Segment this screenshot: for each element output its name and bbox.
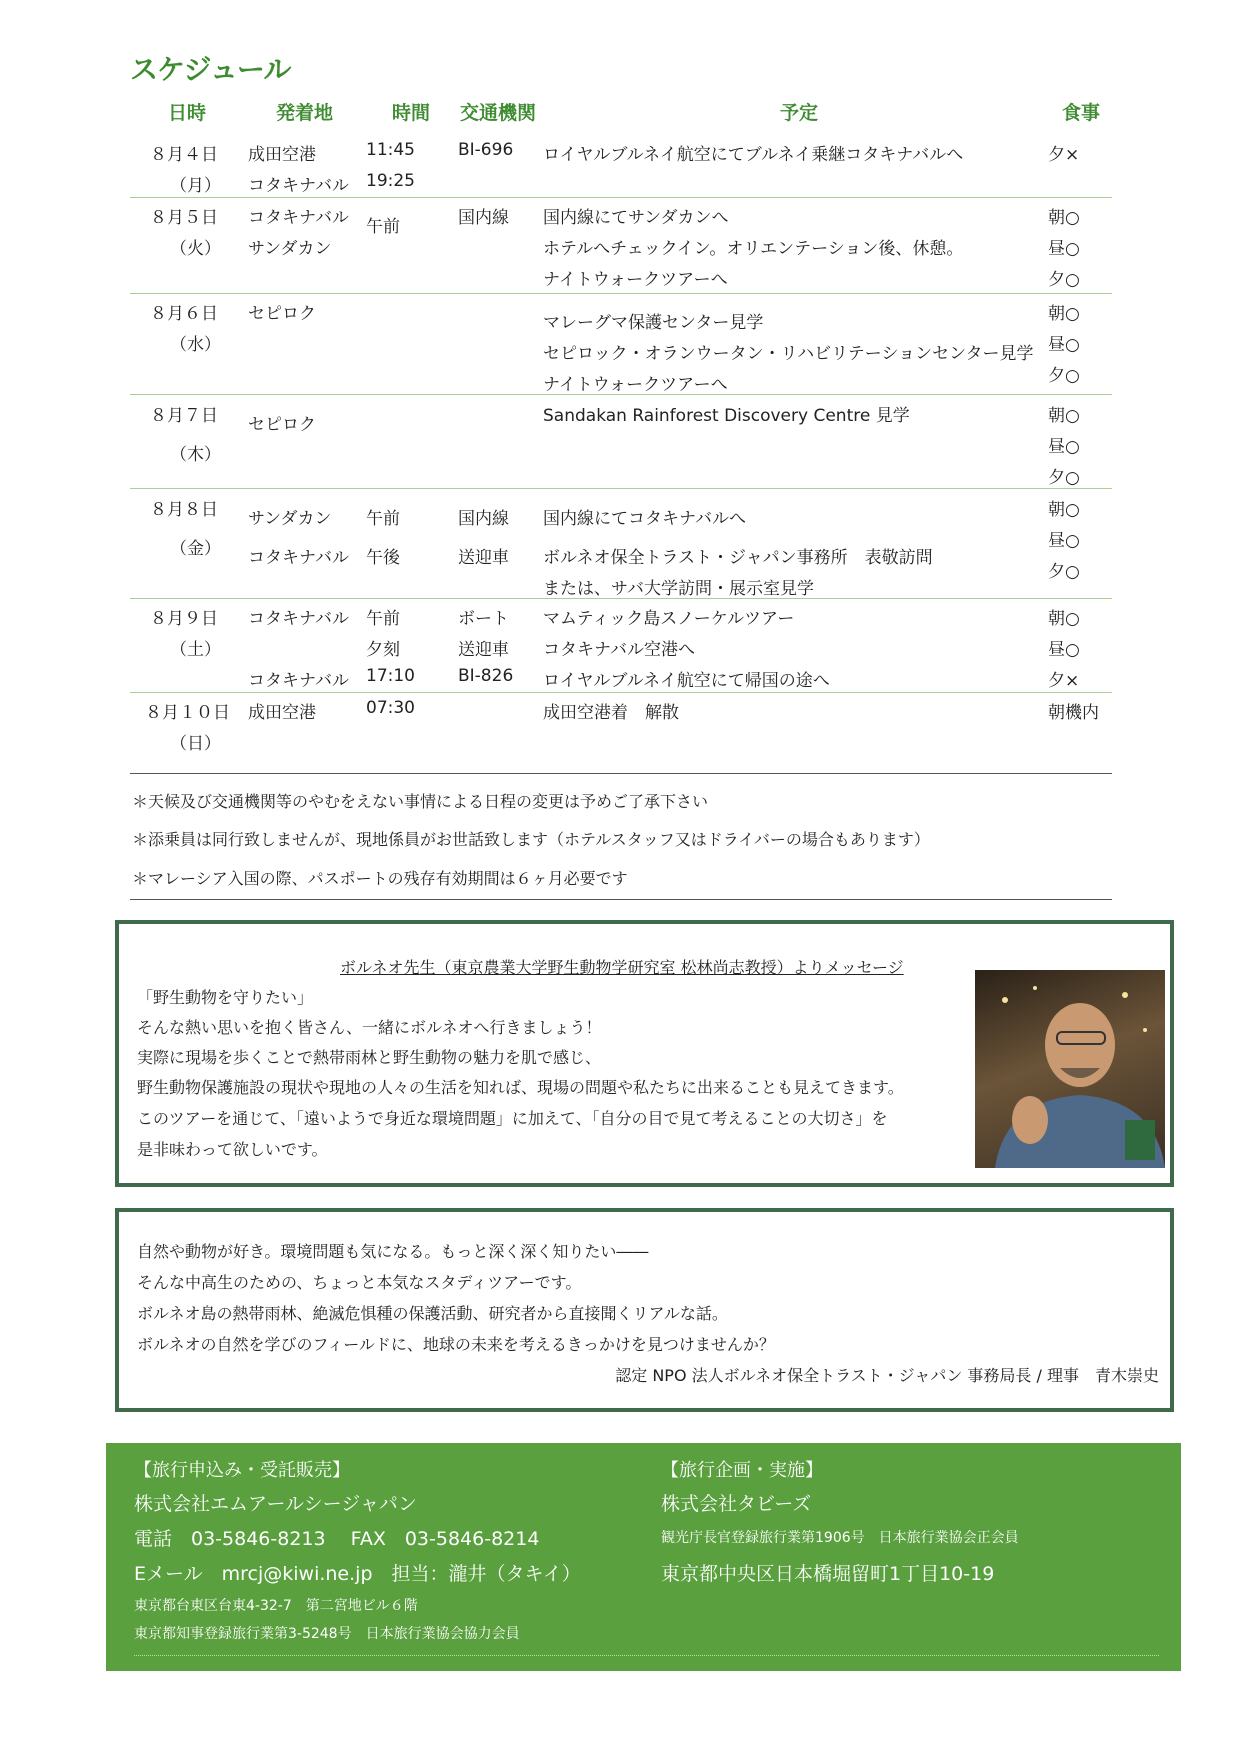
row-plan: ボルネオ保全トラスト・ジャパン事務所 表敬訪問 [543,548,933,568]
row-plan: ナイトウォークツアーへ [543,270,728,290]
footer-left-address: 東京都台東区台東4-32-7 第二宮地ビル６階 [134,1598,418,1614]
row-divider [130,394,1112,395]
header-meal: 食事 [1062,102,1101,124]
footer-left-heading: 【旅行申込み・受託販売】 [134,1460,350,1481]
intro-signature: 認定 NPO 法人ボルネオ保全トラスト・ジャパン 事務局長 / 理事 青木崇史 [615,1366,1159,1385]
footer-left-email: Eメール mrcj@kiwi.ne.jp 担当：瀧井（タキイ） [134,1563,581,1585]
message-line: 是非味わって欲しいです。 [137,1140,328,1159]
row-divider [130,488,1112,489]
row-transport: 国内線 [458,208,509,228]
row-date: ８月７日 [150,406,218,426]
intro-line: 自然や動物が好き。環境問題も気になる。もっと深く深く知りたい―― [137,1242,649,1261]
row-plan: ロイヤルブルネイ航空にてブルネイ乗継コタキナバルへ [543,145,964,165]
professor-photo [975,970,1165,1168]
row-meal: 朝○ [1048,208,1080,228]
row-meal: 朝機内 [1048,703,1099,723]
schedule-title: スケジュール [130,53,291,86]
row-dow: （金） [170,539,221,559]
row-plan: ホテルへチェックイン。オリエンテーション後、休憩。 [543,239,964,259]
portrait-illustration [975,970,1165,1168]
row-transport: BI-696 [458,140,514,160]
row-place: サンダカン [248,239,332,259]
row-plan: コタキナバル空港へ [543,640,695,660]
row-place: 成田空港 [248,145,316,165]
row-plan: 成田空港着 解散 [543,703,679,723]
row-dow: （月） [170,176,221,196]
message-title: ボルネオ先生（東京農業大学野生動物学研究室 松林尚志教授）よりメッセージ [340,958,904,977]
footer-right-heading: 【旅行企画・実施】 [661,1460,823,1481]
row-date: ８月８日 [150,500,218,520]
row-date: ８月１０日 [145,703,230,723]
note-item: ＊マレーシア入国の際、パスポートの残存有効期間は６ヶ月必要です [132,869,628,888]
row-meal: 夕○ [1048,468,1080,488]
row-divider [130,598,1112,599]
row-dow: （水） [170,335,221,355]
row-transport: BI-826 [458,666,514,686]
row-meal: 夕× [1048,671,1080,691]
row-date: ８月９日 [150,609,218,629]
row-meal: 夕○ [1048,270,1080,290]
header-time: 時間 [392,102,431,124]
row-place: コタキナバル [248,548,349,568]
header-plan: 予定 [780,102,819,124]
row-plan: マレーグマ保護センター見学 [543,313,764,333]
message-line: このツアーを通じて、「遠いようで身近な環境問題」に加えて、「自分の目で見て考えることの大切さ」を [137,1109,888,1128]
row-divider [130,293,1112,294]
footer-left-license: 東京都知事登録旅行業第3-5248号 日本旅行業協会協力会員 [134,1626,520,1642]
row-time: 午後 [366,548,400,568]
row-divider [130,692,1112,693]
row-meal: 朝○ [1048,609,1080,629]
footer-left-phone: 電話 03-5846-8213 FAX 03-5846-8214 [134,1528,540,1550]
intro-line: ボルネオ島の熱帯雨林、絶滅危惧種の保護活動、研究者から直接聞くリアルな話。 [137,1304,728,1323]
row-meal: 夕○ [1048,366,1080,386]
row-place: セピロク [248,304,316,324]
row-plan: マムティック島スノーケルツアー [543,609,795,629]
row-plan: ナイトウォークツアーへ [543,375,728,395]
row-time: 午前 [366,509,400,529]
row-dow: （火） [170,239,221,259]
footer [106,1443,1181,1671]
header-place: 発着地 [276,102,334,124]
row-date: ８月４日 [150,145,218,165]
footer-right-license: 観光庁長官登録旅行業第1906号 日本旅行業協会正会員 [661,1530,1019,1546]
row-meal: 昼○ [1048,437,1080,457]
row-place: コタキナバル [248,176,349,196]
row-time: 午前 [366,609,400,629]
row-dow: （日） [170,734,221,754]
row-date: ８月６日 [150,304,218,324]
row-place: セピロク [248,415,316,435]
row-place: コタキナバル [248,671,349,691]
row-time: 17:10 [366,666,415,686]
row-divider [130,197,1112,198]
row-transport: 国内線 [458,509,509,529]
message-line: 野生動物保護施設の現状や現地の人々の生活を知れば、現場の問題や私たちに出来ることも見えてきます。 [137,1078,904,1097]
row-meal: 朝○ [1048,304,1080,324]
row-place: サンダカン [248,509,332,529]
row-date: ８月５日 [150,208,218,228]
row-time: 19:25 [366,171,415,191]
footer-divider [134,1655,1159,1656]
row-meal: 朝○ [1048,500,1080,520]
row-meal: 夕× [1048,145,1080,165]
footer-right-address: 東京都中央区日本橋堀留町1丁目10-19 [661,1563,995,1585]
footer-right-company: 株式会社タビーズ [661,1493,812,1515]
row-time: 午前 [366,217,400,237]
notes-bottom-divider [130,899,1112,900]
row-plan: または、サバ大学訪問・展示室見学 [543,579,814,599]
row-meal: 昼○ [1048,335,1080,355]
message-line: 「野生動物を守りたい」 [137,988,314,1007]
row-meal: 昼○ [1048,531,1080,551]
row-meal: 昼○ [1048,640,1080,660]
row-place: コタキナバル [248,609,349,629]
row-time: 11:45 [366,140,415,160]
row-place: 成田空港 [248,703,316,723]
row-time: 07:30 [366,698,415,718]
row-plan: 国内線にてコタキナバルへ [543,509,746,529]
row-transport: 送迎車 [458,640,509,660]
row-dow: （土） [170,640,221,660]
header-date: 日時 [168,102,207,124]
footer-left-company: 株式会社エムアールシージャパン [134,1493,417,1515]
row-plan: 国内線にてサンダカンへ [543,208,729,228]
row-transport: ボート [458,609,509,629]
row-dow: （木） [170,445,221,465]
intro-line: そんな中高生のための、ちょっと本気なスタディツアーです。 [137,1273,582,1292]
note-item: ＊添乗員は同行致しませんが、現地係員がお世話致します（ホテルスタッフ又はドライバーの場合もあります） [132,830,930,849]
row-place: コタキナバル [248,208,349,228]
note-item: ＊天候及び交通機関等のやむをえない事情による日程の変更は予めご了承下さい [132,792,709,811]
message-line: 実際に現場を歩くことで熱帯雨林と野生動物の魅力を肌で感じ、 [137,1048,602,1067]
row-plan: Sandakan Rainforest Discovery Centre 見学 [543,406,910,426]
header-transport: 交通機関 [460,102,537,124]
notes-top-divider [130,773,1112,774]
row-plan: ロイヤルブルネイ航空にて帰国の途へ [543,671,830,691]
row-plan: セピロック・オランウータン・リハビリテーションセンター見学 [543,344,1034,364]
row-meal: 夕○ [1048,562,1080,582]
row-transport: 送迎車 [458,548,509,568]
intro-line: ボルネオの自然を学びのフィールドに、地球の未来を考えるきっかけを見つけませんか？ [137,1335,775,1354]
row-meal: 朝○ [1048,406,1080,426]
message-line: そんな熱い思いを抱く皆さん、一緒にボルネオへ行きましょう！ [137,1018,602,1037]
row-time: 夕刻 [366,640,400,660]
row-meal: 昼○ [1048,239,1080,259]
